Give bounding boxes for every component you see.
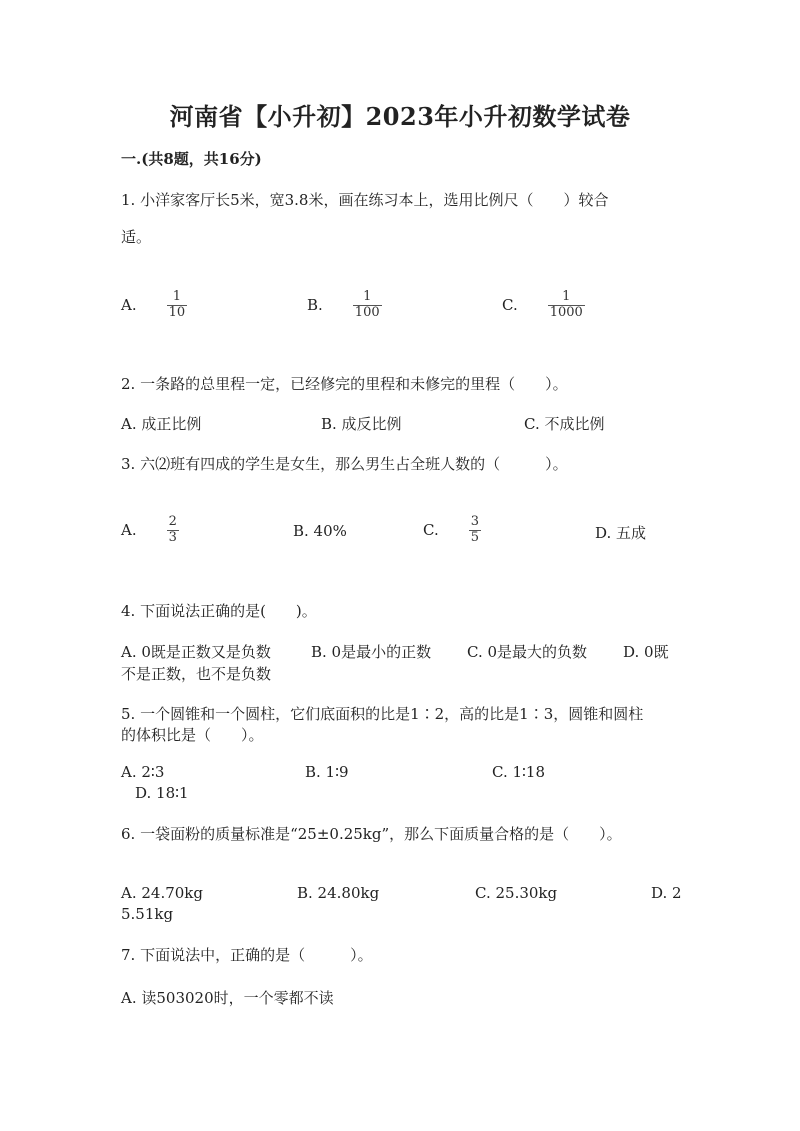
question-1-option-a[interactable] bbox=[121, 290, 187, 321]
option-label: C. bbox=[502, 296, 518, 315]
question-1-option-b[interactable] bbox=[307, 290, 382, 321]
fraction-numerator: 1 bbox=[353, 290, 382, 306]
question-3-option-c[interactable] bbox=[423, 515, 481, 546]
fraction-numerator: 3 bbox=[470, 514, 479, 529]
question-6-option-a[interactable]: A. 24.70kg bbox=[121, 884, 204, 902]
page-title: 河南省【小升初】2023年小升初数学试卷 bbox=[169, 102, 631, 131]
option-label: A. bbox=[121, 296, 137, 315]
question-5-option-d[interactable]: D. 18∶1 bbox=[135, 784, 189, 802]
question-6-stem: 6. 一袋面粉的质量标准是“25±0.25kg”，那么下面质量合格的是（ ）。 bbox=[121, 825, 622, 843]
question-6-option-d-continued[interactable]: 5.51kg bbox=[121, 905, 174, 923]
question-2-stem: 2. 一条路的总里程一定，已经修完的里程和未修完的里程（ ）。 bbox=[121, 375, 568, 393]
question-5-stem-line1: 5. 一个圆锥和一个圆柱，它们底面积的比是1∶2，高的比是1∶3，圆锥和圆柱 bbox=[121, 705, 644, 723]
question-1-option-c[interactable] bbox=[502, 290, 585, 321]
fraction bbox=[469, 515, 481, 546]
question-7-option-a[interactable]: A. 读503020时，一个零都不读 bbox=[121, 989, 334, 1007]
question-3-option-b[interactable]: B. 40% bbox=[293, 522, 347, 540]
fraction-numerator: 2 bbox=[168, 514, 177, 529]
question-5-option-b[interactable]: B. 1∶9 bbox=[305, 763, 349, 781]
question-2-option-a[interactable]: A. 成正比例 bbox=[121, 415, 202, 433]
fraction bbox=[353, 290, 382, 321]
fraction-numerator: 1 bbox=[548, 290, 585, 306]
question-5-stem-line2: 的体积比是（ ）。 bbox=[121, 726, 264, 744]
section-heading: 一.(共8题，共16分) bbox=[121, 150, 262, 168]
fraction-denominator: 1000 bbox=[549, 304, 583, 320]
question-6-option-c[interactable]: C. 25.30kg bbox=[475, 884, 558, 902]
fraction-numerator: 1 bbox=[167, 290, 188, 306]
question-6-option-b[interactable]: B. 24.80kg bbox=[297, 884, 380, 902]
question-3-stem: 3. 六⑵班有四成的学生是女生，那么男生占全班人数的（ ）。 bbox=[121, 455, 568, 473]
option-label: B. bbox=[307, 296, 323, 315]
question-4-option-b[interactable]: B. 0是最小的正数 bbox=[311, 643, 432, 661]
question-4-option-a[interactable]: A. 0既是正数又是负数 bbox=[121, 643, 271, 661]
question-1-stem-line1: 1. 小洋家客厅长5米，宽3.8米，画在练习本上，选用比例尺（ ）较合 bbox=[121, 191, 609, 209]
question-2-option-b[interactable]: B. 成反比例 bbox=[321, 415, 402, 433]
question-3-option-a[interactable] bbox=[121, 515, 179, 546]
option-label: A. bbox=[121, 521, 137, 540]
question-3-option-d[interactable]: D. 五成 bbox=[595, 524, 647, 542]
fraction-denominator: 100 bbox=[354, 304, 380, 320]
fraction bbox=[167, 515, 179, 546]
question-4-option-d[interactable]: D. 0既 bbox=[623, 643, 669, 661]
question-4-stem: 4. 下面说法正确的是( )。 bbox=[121, 602, 317, 620]
fraction bbox=[167, 290, 188, 321]
question-2-option-c[interactable]: C. 不成比例 bbox=[524, 415, 605, 433]
fraction bbox=[548, 290, 585, 321]
fraction-denominator: 10 bbox=[168, 304, 186, 320]
question-5-option-a[interactable]: A. 2∶3 bbox=[121, 763, 165, 781]
question-5-option-c[interactable]: C. 1∶18 bbox=[492, 763, 546, 781]
option-label: C. bbox=[423, 521, 439, 540]
question-4-option-c[interactable]: C. 0是最大的负数 bbox=[467, 643, 588, 661]
fraction-denominator: 3 bbox=[168, 529, 177, 545]
question-1-stem-line2: 适。 bbox=[121, 228, 152, 246]
question-6-option-d[interactable]: D. 2 bbox=[651, 884, 682, 902]
question-7-stem: 7. 下面说法中，正确的是（ ）。 bbox=[121, 946, 373, 964]
question-4-option-d-continued[interactable]: 不是正数，也不是负数 bbox=[121, 665, 272, 683]
fraction-denominator: 5 bbox=[470, 529, 479, 545]
